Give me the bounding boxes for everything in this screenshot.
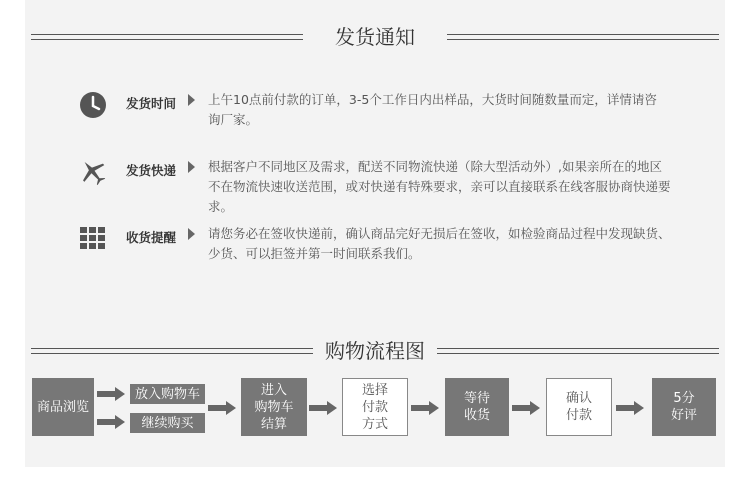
arrow-right-icon	[188, 228, 195, 240]
clock-icon	[78, 90, 108, 120]
grid-icon	[78, 224, 108, 254]
notice-title: 发货通知	[325, 24, 425, 50]
arrow-right-icon	[411, 401, 439, 415]
flow-title: 购物流程图	[315, 338, 435, 364]
arrow-right-icon	[97, 415, 125, 429]
flow-step-continue: 继续购买	[130, 413, 205, 433]
arrow-right-icon	[512, 401, 540, 415]
flow-step-enter-cart: 进入 购物车 结算	[241, 378, 307, 436]
arrow-right-icon	[208, 401, 236, 415]
flow-step-wait: 等待 收货	[445, 378, 509, 436]
arrow-right-icon	[188, 94, 195, 106]
notice-header	[25, 24, 725, 50]
arrow-right-icon	[188, 161, 195, 173]
arrow-right-icon	[97, 387, 125, 401]
header-line-left	[31, 348, 313, 354]
flow-step-payment: 选择 付款 方式	[342, 378, 408, 436]
info-label: 发货快递	[126, 163, 177, 178]
header-line-right	[437, 348, 719, 354]
info-text: 请您务必在签收快递前，确认商品完好无损后在签收，如检验商品过程中发现缺货、少货、可以拒签并第一时间联系我们。	[208, 226, 671, 261]
flow-header	[25, 338, 725, 364]
flow-step-rate: 5分 好评	[652, 378, 716, 436]
flow-step-add-cart: 放入购物车	[130, 384, 205, 404]
info-text: 根据客户不同地区及需求，配送不同物流快递（除大型活动外）,如果亲所在的地区不在物流快速收送范围，或对快递有特殊要求，亲可以直接联系在线客服协商快递要求。	[208, 159, 671, 214]
info-label: 收货提醒	[126, 230, 177, 245]
info-label: 发货时间	[126, 96, 177, 111]
header-line-left	[31, 34, 303, 40]
info-text: 上午10点前付款的订单，3-5个工作日内出样品，大货时间随数量而定，详情请咨 询厂家。	[208, 92, 657, 127]
flow-step-browse: 商品浏览	[32, 378, 94, 436]
arrow-right-icon	[309, 401, 337, 415]
airplane-icon	[78, 157, 108, 187]
arrow-right-icon	[616, 401, 644, 415]
flow-step-confirm: 确认 付款	[546, 378, 612, 436]
header-line-right	[447, 34, 719, 40]
